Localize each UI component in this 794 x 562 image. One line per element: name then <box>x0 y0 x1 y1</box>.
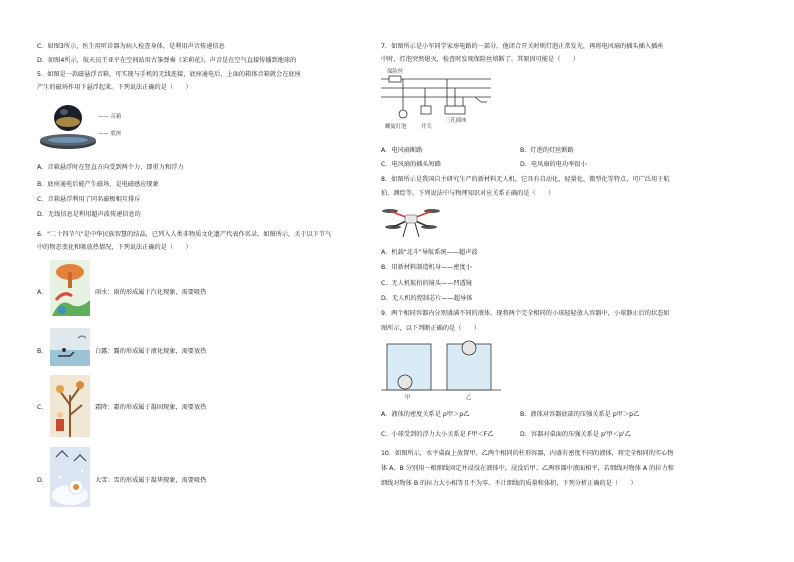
q8-option-b: B．用新材料制造机身——密度小 <box>381 264 472 271</box>
circuit-diagram <box>381 70 491 134</box>
q9-option-c: C．小球受到的浮力大小关系是 F甲＜F乙 <box>381 431 494 438</box>
heavy-snow-image <box>50 447 90 507</box>
q8-stem-line2: 拍、测绘等。下列说法中与物理知识对应关系正确的是（ ） <box>381 190 555 197</box>
q8-option-d: D．无人机的控制芯片——超导体 <box>381 295 473 302</box>
q5-option-b: B．底座通电后能产生磁场，是电磁感应现象 <box>37 181 159 188</box>
q7-stem-line2: 中时，灯泡突然熄灭，检查时发现保险丝熔断了。其原因可能是（ ） <box>381 56 579 63</box>
containers-figure <box>381 338 501 402</box>
q9-option-a: A．液体的密度关系是 ρ甲＞ρ乙 <box>381 411 470 418</box>
q5-option-a: A．音箱悬浮时在竖直方向受到两个力，即重力和浮力 <box>37 164 184 171</box>
q4-option-d: D．如图4所示，航天员王亚平在空间站用古筝弹奏《茉莉花》，声音是在空气直接传播到地球的 <box>37 57 297 64</box>
drone-image <box>381 203 441 241</box>
q7-option-c: C．电风扇的插头短路 <box>381 161 442 168</box>
white-dew-image <box>50 328 90 366</box>
q6-option-c-letter: C． <box>37 404 48 411</box>
speaker-illustration <box>38 100 148 152</box>
q7-option-b: B．灯泡的灯丝断路 <box>520 147 574 154</box>
frost-descent-image <box>50 375 90 437</box>
q5-stem-line1: 5．如图是一款磁悬浮音箱，可实现与手机的无线连接，底座通电后，上面的箱体音箱就会在底座 <box>37 71 301 78</box>
container-jia-label: 甲 <box>405 395 411 401</box>
q6-option-b-text: 白露：露的形成属于液化现象，需要放热 <box>95 348 207 355</box>
q6-stem-line1: 6．"二十四节气"是中华民族智慧的结晶，已列入人类非物质文化遗产代表作名录。如图所示，关于以下节气 <box>37 231 332 238</box>
q4-option-c: C．如图3所示，医生用听诊器为病人检查身体，是利用声音传递信息 <box>37 43 225 50</box>
fuse-label: 保险丝 <box>387 69 404 75</box>
q6-option-d-letter: D． <box>37 477 48 484</box>
q9-option-d: D．容器对桌面的压强关系是 p'甲＜p'乙 <box>520 431 631 438</box>
q6-option-b-letter: B． <box>37 348 48 355</box>
rain-water-image <box>50 260 90 316</box>
bulb-label: 螺旋灯泡 <box>385 124 407 130</box>
q6-option-c-text: 霜降：霜的形成属于凝固现象，需要放热 <box>95 404 207 411</box>
q6-option-d-text: 大雪：雪的形成属于凝华现象，需要吸热 <box>95 477 207 484</box>
q5-option-c: C．音箱悬浮利用了同名磁极相互排斥 <box>37 196 141 203</box>
q6-option-a-letter: A． <box>37 289 48 296</box>
base-label: —— 底座 <box>98 131 122 137</box>
q9-stem-line1: 9．两个相同容器内分别盛满不同的液体，现将两个完全相同的小球轻轻放入容器中，小球静止后的状态如 <box>381 310 670 317</box>
q9-option-b: B．液体对容器底部的压强关系是 p甲＞p乙 <box>520 411 640 418</box>
q10-stem-line3: 细线对物体 B 的拉力大小相等且不为零，不计细线的质量和体积，下列分析正确的是（ ） <box>381 480 637 487</box>
q5-stem-line2: 产生的磁场作用下悬浮起来。下列说法正确的是（ ） <box>37 84 192 91</box>
switch-label: 开关 <box>421 124 432 130</box>
speaker-label: —— 音箱 <box>98 114 122 120</box>
q5-option-d: D．无线信息是利用超声波传递信息的 <box>37 211 141 218</box>
q7-stem-line1: 7．如图所示是小军同学家房电路的一部分。他闭合开关时则灯泡正常发光，再将电风扇的插头插入插座 <box>381 43 664 50</box>
container-yi-label: 乙 <box>466 395 472 401</box>
speaker-figure <box>38 100 148 152</box>
q7-option-d: D．电风扇的电功率很小 <box>520 161 587 168</box>
q8-option-c: C．无人机航拍的镜头——凹透镜 <box>381 280 472 287</box>
q9-stem-line2: 图所示，以下判断正确的是（ ） <box>381 325 480 332</box>
q8-stem-line1: 8．如图所示是我国自主研究生产的新材料无人机，它具有自动化、轻量化、微型化等特点，可广泛用于航 <box>381 176 670 183</box>
containers-drawing <box>381 338 501 402</box>
q6-stem-line2: 中的物态变化和吸放热情况，下列说法正确的是（ ） <box>37 244 192 251</box>
q7-option-a: A．电风扇断路 <box>381 147 423 154</box>
q10-stem-line2: 体 A、B 分别用一根细线固定并浸没在液体中，浸没后甲、乙两容器中液面相平，若细线对物体 A 的拉力和 <box>381 465 674 472</box>
q6-option-a-text: 雨水：雨的形成属于汽化现象，需要吸热 <box>95 289 207 296</box>
q10-stem-line1: 10．如图所示，水平桌面上放置甲、乙两个相同的柱形容器，内盛有密度不同的液体，将完全相同的实心物 <box>381 450 674 457</box>
socket-label: 三孔插座 <box>445 118 467 124</box>
q8-option-a: A．机载"北斗"导航系统——超声波 <box>381 249 478 256</box>
